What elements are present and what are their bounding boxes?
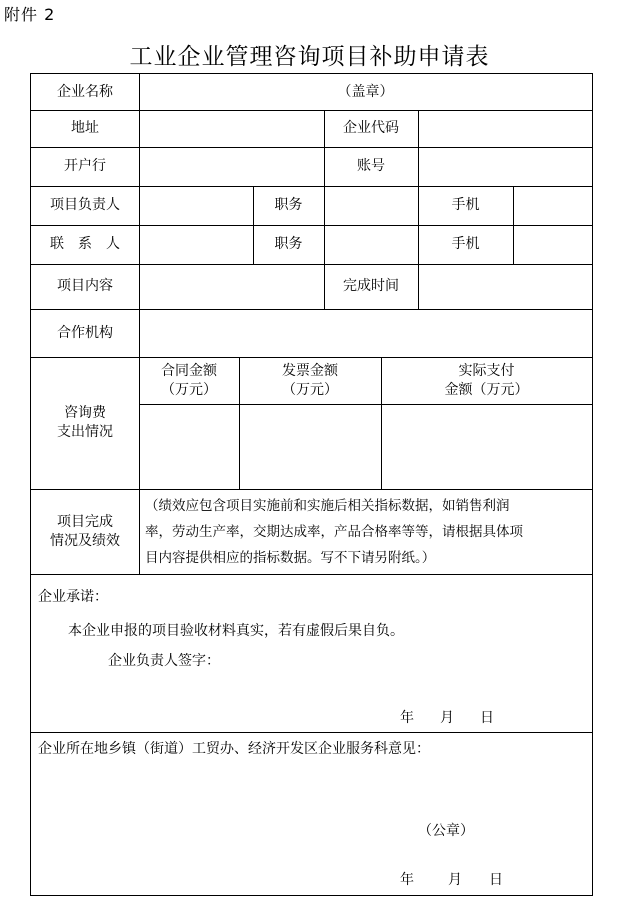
commitment-statement: 本企业申报的项目验收材料真实，若有虚假后果自负。	[68, 623, 404, 639]
application-form-table	[30, 73, 593, 896]
commitment-date-year: 年	[400, 710, 414, 726]
signature-label: 企业负责人签字：	[108, 653, 220, 669]
company-name-label: 企业名称	[57, 83, 113, 100]
performance-note	[145, 493, 523, 571]
col-divider	[418, 264, 419, 309]
opinion-label: 企业所在地乡镇（街道）工贸办、经济开发区企业服务科意见：	[38, 741, 430, 757]
account-label: 账号	[357, 158, 385, 174]
commitment-date-month: 月	[440, 710, 454, 726]
completion-label-line2: 情况及绩效	[50, 532, 120, 549]
mobile-label: 手机	[451, 197, 480, 213]
project-content-label: 项目内容	[57, 278, 113, 294]
page-title: 工业企业管理咨询项目补助申请表	[129, 44, 490, 70]
invoice-amount-header	[239, 357, 381, 404]
row-divider	[139, 404, 592, 405]
invoice-amount-line1: 发票金额	[282, 362, 338, 379]
completion-time-label: 完成时间	[343, 278, 399, 294]
attachment-label: 附件 2	[4, 5, 56, 24]
row-divider	[31, 574, 592, 575]
position-label: 职务	[274, 197, 303, 213]
project-leader-label: 项目负责人	[50, 197, 120, 213]
fee-label-line1: 咨询费	[64, 405, 106, 421]
actual-paid-line2: 金额（万元）	[444, 381, 529, 398]
completion-section-label	[31, 489, 139, 574]
opinion-date-day: 日	[489, 872, 503, 888]
completion-label-line1: 项目完成	[57, 513, 113, 530]
contact-label: 联 系 人	[50, 236, 120, 252]
bank-label: 开户行	[64, 158, 106, 174]
fee-label-line2: 支出情况	[57, 424, 113, 440]
actual-paid-line1: 实际支付	[458, 362, 515, 379]
fee-section-label	[31, 357, 139, 489]
contract-amount-line2: （万元）	[161, 381, 217, 398]
partner-label: 合作机构	[57, 324, 113, 341]
address-label: 地址	[71, 120, 99, 136]
seal-note: （盖章）	[337, 83, 394, 100]
official-seal: （公章）	[418, 823, 474, 839]
col-divider	[513, 186, 514, 264]
actual-paid-header	[381, 357, 592, 404]
row-divider	[31, 732, 592, 733]
contract-amount-header	[139, 357, 239, 404]
commitment-date-day: 日	[480, 710, 494, 726]
col-divider	[139, 74, 140, 574]
invoice-amount-line2: （万元）	[282, 381, 338, 398]
performance-note-line1: （绩效应包含项目实施前和实施后相关指标数据，如销售利润	[145, 498, 510, 514]
commitment-label: 企业承诺：	[38, 589, 108, 605]
opinion-date-year: 年	[400, 872, 414, 888]
mobile-label: 手机	[451, 236, 480, 252]
performance-note-line3: 目内容提供相应的指标数据。写不下请另附纸。）	[145, 550, 436, 566]
opinion-date-month: 月	[448, 872, 462, 888]
performance-note-line2: 率，劳动生产率，交期达成率，产品合格率等等，请根据具体项	[145, 524, 523, 540]
contract-amount-line1: 合同金额	[161, 362, 217, 379]
company-code-label: 企业代码	[343, 120, 399, 136]
position-label: 职务	[274, 236, 303, 252]
